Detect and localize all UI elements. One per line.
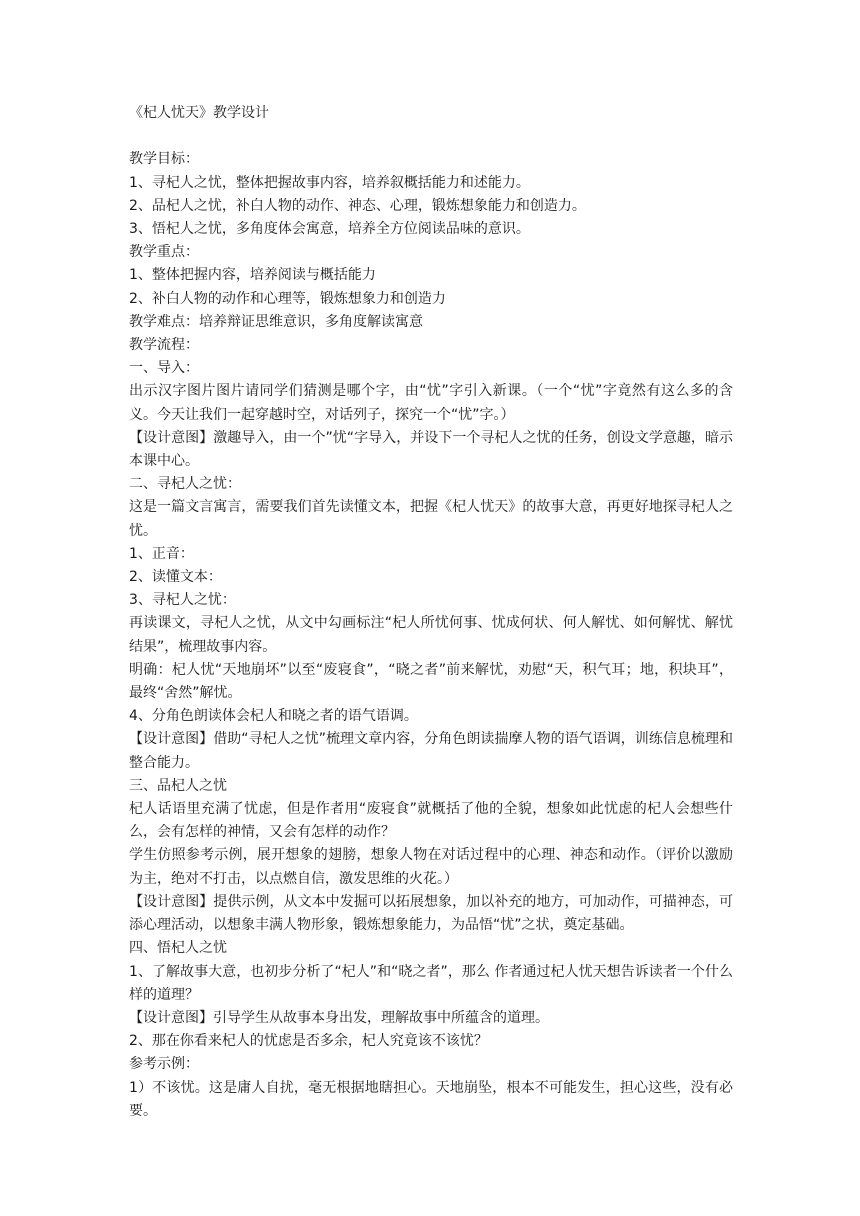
paragraph: 3、寻杞人之忧： [129,592,236,609]
paragraph: 1、寻杞人之忧，整体把握故事内容，培养叙概括能力和述能力。 [129,174,530,191]
paragraph: 【设计意图】激趣导入，由一个”忧“字导入，并设下一个寻杞人之忧的任务，创设文学意趣，暗示本课中心。 [129,429,733,470]
blank-line [129,125,733,148]
paragraph: 1、正音： [129,545,194,562]
paragraph: 【设计意图】借助“寻杞人之忧”梳理文章内容，分角色朗读揣摩人物的语气语调，训练信息梳理和整合能力。 [129,731,733,771]
paragraph: 2、品杞人之忧，补白人物的动作、神态、心理，锻炼想象能力和创造力。 [129,197,586,214]
paragraph: 教学难点：培养辩证思维意识，多角度解读寓意 [129,313,423,330]
paragraph: 教学目标： [129,151,199,168]
paragraph: 这是一篇文言寓言，需要我们首先读懂文本，把握《杞人忧天》的故事大意，再更好地探寻杞人之忧。 [129,499,733,539]
paragraph: 【设计意图】提供示例，从文本中发掘可以拓展想象，加以补充的地方，可加动作，可描神态，可添心理活动，以想象丰满人物形象，锻炼想象能力，为品悟“忧”之状，奠定基础。 [129,893,733,934]
paragraph: 2、那在你看来杞人的忧虑是否多余，杞人究竟该不该忧？ [129,1033,488,1050]
paragraph: 教学重点： [129,244,199,261]
paragraph: 2、补白人物的动作和心理等，锻炼想象力和创造力 [129,290,446,307]
paragraph-list [129,148,733,1123]
paragraph: 1）不该忧。这是庸人自扰，毫无根据地瞎担心。天地崩坠，根本不可能发生，担心这些，没有必要。 [129,1079,733,1119]
paragraph: 学生仿照参考示例，展开想象的翅膀，想象人物在对话过程中的心理、神态和动作。（评价以激励为主，绝对不打击，以点燃自信，激发思维的火花。） [129,847,733,887]
paragraph: 出示汉字图片图片请同学们猜测是哪个字，由“忧”字引入新课。（一个“忧”字竟然有这么多的含义。今天让我们一起穿越时空，对话列子，探究一个“忧”字。） [129,383,733,423]
paragraph: 杞人话语里充满了忧虑，但是作者用“废寝食”就概括了他的全貌，想象如此忧虑的杞人会想些什么，会有怎样的神情，又会有怎样的动作？ [129,801,733,841]
paragraph: 再读课文，寻杞人之忧，从文中勾画标注“杞人所忧何事、忧成何状、何人解忧、如何解忧、解忧结果”，梳理故事内容。 [129,615,733,655]
paragraph: 2、读懂文本： [129,569,222,586]
document-title: 《杞人忧天》教学设计 [129,105,269,121]
paragraph: 【设计意图】引导学生从故事本身出发，理解故事中所蕴含的道理。 [129,1009,549,1026]
paragraph: 3、悟杞人之忧，多角度体会寓意，培养全方位阅读品味的意识。 [129,221,530,237]
paragraph: 明确：杞人忧“天地崩坏”以至“废寝食”，“晓之者”前来解忧，劝慰“天，积气耳；地，积块耳”，最终“舍然”解忧。 [129,661,733,702]
paragraph: 一、导入： [129,360,199,377]
paragraph: 1、整体把握内容，培养阅读与概括能力 [129,267,376,284]
paragraph: 1、了解故事大意，也初步分析了“杞人”和“晓之者”，那么 作者通过杞人忧天想告诉读者一个什么样的道理？ [129,963,733,1003]
paragraph: 4、分角色朗读体会杞人和晓之者的语气语调。 [129,708,418,725]
paragraph: 参考示例： [129,1056,199,1073]
document-body [129,102,733,1123]
paragraph: 四、悟杞人之忧 [129,940,227,957]
paragraph: 三、品杞人之忧 [129,777,227,794]
paragraph: 教学流程： [129,337,199,354]
paragraph: 二、寻杞人之忧： [129,476,241,493]
